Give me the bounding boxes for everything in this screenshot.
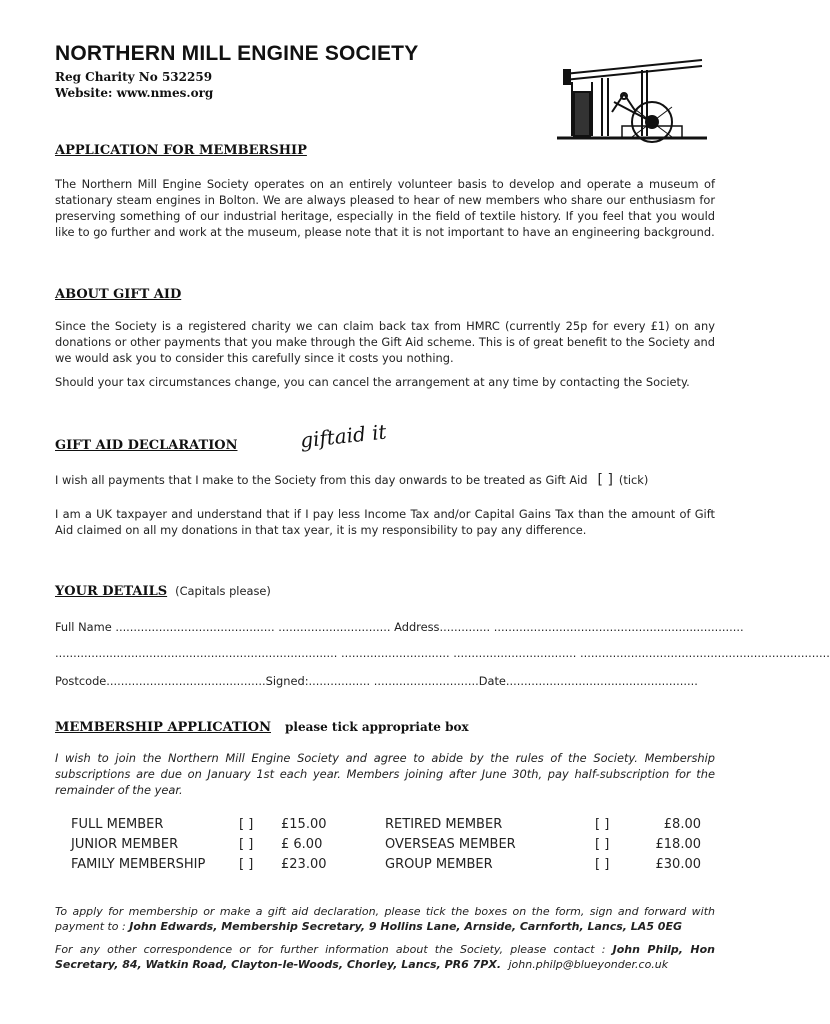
application-intro: The Northern Mill Engine Society operates on an entirely volunteer basis to develop and operate a museum of stationary steam engines in Bolton. We are always pleased to hear of new members who share our enthusiasm for preserving something of our industrial heritage, especially in the field of textile history. If you feel that you would like to go further and work at the museum, please note that it is not important to have an engineering background. bbox=[55, 177, 715, 239]
declaration-statement: I am a UK taxpayer and understand that if I pay less Income Tax and/or Capital Gains Tax than the amount of Gift Aid claimed on all my donations in that tax year, it is my responsibility to pay any difference. bbox=[55, 507, 715, 537]
membership-options-table bbox=[71, 814, 701, 874]
details-heading: YOUR DETAILS bbox=[55, 584, 168, 599]
details-note: (Capitals please) bbox=[175, 584, 271, 598]
membership-type: OVERSEAS MEMBER bbox=[385, 836, 516, 852]
charity-number: Reg Charity No 532259 bbox=[55, 70, 213, 84]
membership-checkbox[interactable]: [ ] bbox=[239, 836, 254, 852]
gift-aid-para-2: Should your tax circumstances change, you can cancel the arrangement at any time by contacting the Society. bbox=[55, 375, 690, 389]
apply-text: To apply for membership or make a gift aid declaration, please tick the boxes on the form, sign and forward with payment to : bbox=[55, 905, 715, 933]
address-line-field[interactable]: .............................................................................. .............................. .................................. ..................................................................... bbox=[55, 646, 830, 660]
membership-row bbox=[71, 854, 701, 874]
membership-type: FAMILY MEMBERSHIP bbox=[71, 856, 206, 872]
membership-price: £ 6.00 bbox=[281, 836, 323, 852]
membership-price: £30.00 bbox=[655, 856, 701, 872]
membership-checkbox[interactable]: [ ] bbox=[595, 856, 610, 872]
membership-type: JUNIOR MEMBER bbox=[71, 836, 179, 852]
membership-type: FULL MEMBER bbox=[71, 816, 164, 832]
declaration-heading: GIFT AID DECLARATION bbox=[55, 438, 238, 453]
declaration-line: I wish all payments that I make to the Society from this day onwards to be treated as Gift Aid bbox=[55, 473, 588, 487]
apply-contact: John Edwards, Membership Secretary, 9 Hollins Lane, Arnside, Carnforth, Lancs, LA5 0EG bbox=[129, 920, 683, 933]
gift-aid-checkbox[interactable]: [ ] bbox=[597, 472, 613, 488]
application-heading: APPLICATION FOR MEMBERSHIP bbox=[55, 143, 307, 158]
membership-price: £18.00 bbox=[655, 836, 701, 852]
website: Website: www.nmes.org bbox=[55, 86, 214, 100]
membership-price: £8.00 bbox=[663, 816, 701, 832]
full-name-address-field[interactable]: Full Name ............................................ ............................... Address.............. ..................................................................... bbox=[55, 620, 744, 634]
membership-type: GROUP MEMBER bbox=[385, 856, 493, 872]
membership-row bbox=[71, 834, 701, 854]
membership-price: £15.00 bbox=[281, 816, 327, 832]
other-correspondence bbox=[55, 942, 715, 972]
giftaid-logo: giftaid it bbox=[298, 419, 388, 453]
membership-price: £23.00 bbox=[281, 856, 327, 872]
membership-checkbox[interactable]: [ ] bbox=[595, 816, 610, 832]
page-title: NORTHERN MILL ENGINE SOCIETY bbox=[55, 42, 419, 65]
membership-checkbox[interactable]: [ ] bbox=[595, 836, 610, 852]
membership-heading: MEMBERSHIP APPLICATION bbox=[55, 720, 271, 735]
membership-checkbox[interactable]: [ ] bbox=[239, 856, 254, 872]
membership-row bbox=[71, 814, 701, 834]
contact-email[interactable]: john.philp@blueyonder.co.uk bbox=[508, 958, 669, 971]
gift-aid-heading: ABOUT GIFT AID bbox=[55, 287, 182, 302]
membership-subheading: please tick appropriate box bbox=[285, 720, 469, 734]
other-text: For any other correspondence or for further information about the Society, please contact : bbox=[55, 943, 606, 956]
gift-aid-para-1: Since the Society is a registered charity we can claim back tax from HMRC (currently 25p for every £1) on any donations or other payments that you make through the Gift Aid scheme. This is of great benefit to the Society and we would ask you to consider this carefully since it costs you nothing. bbox=[55, 319, 715, 365]
other-contact: John Philp, Hon Secretary, 84, Watkin Road, Clayton-le-Woods, Chorley, Lancs, PR6 7PX. bbox=[55, 943, 715, 971]
tick-label: (tick) bbox=[618, 473, 649, 487]
postcode-signed-date-field[interactable]: Postcode............................................Signed:................. .............................Date..................................................... bbox=[55, 674, 698, 688]
membership-intro: I wish to join the Northern Mill Engine Society and agree to abide by the rules of the Society. Membership subscriptions are due on January 1st each year. Members joining after June 30th, pay half-subscription for the remainder of the year. bbox=[55, 751, 715, 797]
steam-engine-illustration bbox=[552, 52, 712, 144]
membership-checkbox[interactable]: [ ] bbox=[239, 816, 254, 832]
membership-type: RETIRED MEMBER bbox=[385, 816, 503, 832]
apply-instructions bbox=[55, 904, 715, 934]
